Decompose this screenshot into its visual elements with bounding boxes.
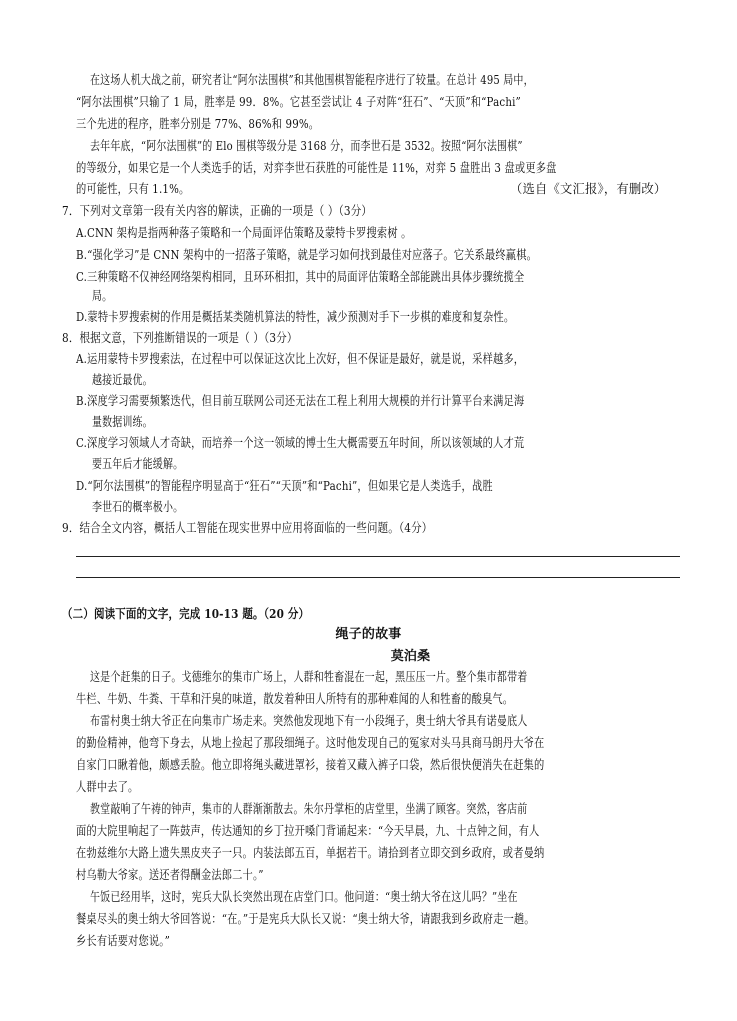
story-line-8: 面的大院里响起了一阵鼓声，传达通知的乡丁拉开嗓门背诵起来：“今天早晨，九、十点钟之间，有人 [76,824,540,838]
passage-paragraph-1-line-3: 三个先进的程序，胜率分别是 77%、86%和 99%。 [76,117,320,131]
question-7-option-d: D.蒙特卡罗搜索树的作用是概括某类随机算法的特性，减少预测对手下一步棋的难度和复杂性。 [76,310,515,324]
answer-line-2[interactable] [76,577,680,578]
passage-paragraph-2-line-2: 的等级分，如果它是一个人类选手的话，对弈李世石获胜的可能性是 11%，对弈 5 盘胜出 3 盘或更多盘 [76,161,557,175]
question-8-option-b: B.深度学习需要频繁迭代，但目前互联网公司还无法在工程上利用大规模的并行计算平台来满足海 [76,394,525,408]
question-7-stem: 7．下列对文章第一段有关内容的解读，正确的一项是（ ）（3分） [62,204,373,218]
story-line-9: 在勃兹维尔大路上遗失黑皮夹子一只。内装法郎五百，单据若干。请拾到者立即交到乡政府，或者曼纳 [76,846,545,860]
answer-line-1[interactable] [76,556,680,557]
question-8-option-d: D.“阿尔法围棋”的智能程序明显高于“狂石”“天顶”和“Pachi”，但如果它是人类选手，战胜 [76,479,493,493]
section-2-heading: （二）阅读下面的文字，完成 10-13 题。（20 分） [62,606,310,621]
question-7-option-a: A.CNN 架构是指两种落子策略和一个局面评估策略及蒙特卡罗搜索树 。 [76,226,412,240]
question-8-option-a-cont: 越接近最优。 [92,373,153,387]
question-8-option-a: A.运用蒙特卡罗搜索法，在过程中可以保证这次比上次好，但不保证是最好，就是说，采样越多， [76,352,525,366]
passage-paragraph-1-line-2: “阿尔法围棋”只输了 1 局，胜率是 99．8%。它甚至尝试让 4 子对阵“狂石”、“天顶”和“Pachi” [76,95,521,109]
story-line-4: 的勤俭精神，他弯下身去，从地上捡起了那段细绳子。这时他发现自己的冤家对头马具商马朗丹大爷在 [76,736,545,750]
story-line-10: 村乌勒大爷家。送还者得酬金法郎二十。” [76,868,264,882]
question-7-option-c: C.三种策略不仅神经网络架构相同，且环环相扣，其中的局面评估策略全部能跳出具体步骤统揽全 [76,270,525,284]
question-8-option-c: C.深度学习领域人才奇缺，而培养一个这一领域的博士生大概需要五年时间，所以该领域的人才荒 [76,436,525,450]
passage-source: （选自《文汇报》，有删改） [510,182,667,196]
story-line-6: 人群中去了。 [76,780,139,794]
question-9-stem: 9．结合全文内容，概括人工智能在现实世界中应用将面临的一些问题。（4分） [62,521,433,535]
question-8-option-b-cont: 量数据训练。 [92,415,153,429]
passage-paragraph-1-line-1: 在这场人机大战之前，研究者让“阿尔法围棋”和其他围棋智能程序进行了较量。在总计 495 局中， [90,73,534,87]
story-title: 绳子的故事 [335,627,402,642]
passage-paragraph-2-line-3: 的可能性，只有 1.1%。 [76,182,190,196]
question-8-option-d-cont: 李世石的概率极小。 [92,500,184,514]
story-line-12: 餐桌尽头的奥士纳大爷回答说：“在。”于是宪兵大队长又说：“奥士纳大爷，请跟我到乡政府走一趟。 [76,912,535,926]
question-8-option-c-cont: 要五年后才能缓解。 [92,457,184,471]
question-7-option-b: B.“强化学习”是 CNN 架构中的一招落子策略，就是学习如何找到最佳对应落子。它关系最终赢棋。 [76,248,538,262]
passage-paragraph-2-line-1: 去年年底，“阿尔法围棋”的 Elo 围棋等级分是 3168 分，而李世石是 3532。按照“阿尔法围棋” [90,139,523,153]
story-line-2: 牛栏、牛奶、牛粪、干草和汗臭的味道，散发着种田人所特有的那种难闻的人和牲畜的酸臭气。 [76,692,514,706]
question-8-stem: 8．根据文意，下列推断错误的一项是（ ）（3分） [62,331,298,345]
story-line-5: 自家门口瞅着他，颇感丢脸。他立即将绳头藏进罩衫，接着又藏入裤子口袋，然后很快便消失在赶集的 [76,758,545,772]
story-author: 莫泊桑 [390,649,431,664]
story-line-7: 教堂敲响了午祷的钟声，集市的人群渐渐散去。朱尔丹掌柜的店堂里，坐满了顾客。突然，客店前 [90,802,528,816]
story-line-13: 乡长有话要对您说。” [76,934,170,948]
question-7-option-c-cont: 局。 [92,289,113,303]
story-line-11: 午饭已经用毕，这时，宪兵大队长突然出现在店堂门口。他问道：“奥士纳大爷在这儿吗？”坐在 [90,890,518,904]
story-line-1: 这是个赶集的日子。戈德维尔的集市广场上，人群和牲畜混在一起，黑压压一片。整个集市都带着 [90,670,528,684]
story-line-3: 布雷村奥士纳大爷正在向集市广场走来。突然他发现地下有一小段绳子，奥士纳大爷具有诺曼底人 [90,714,528,728]
